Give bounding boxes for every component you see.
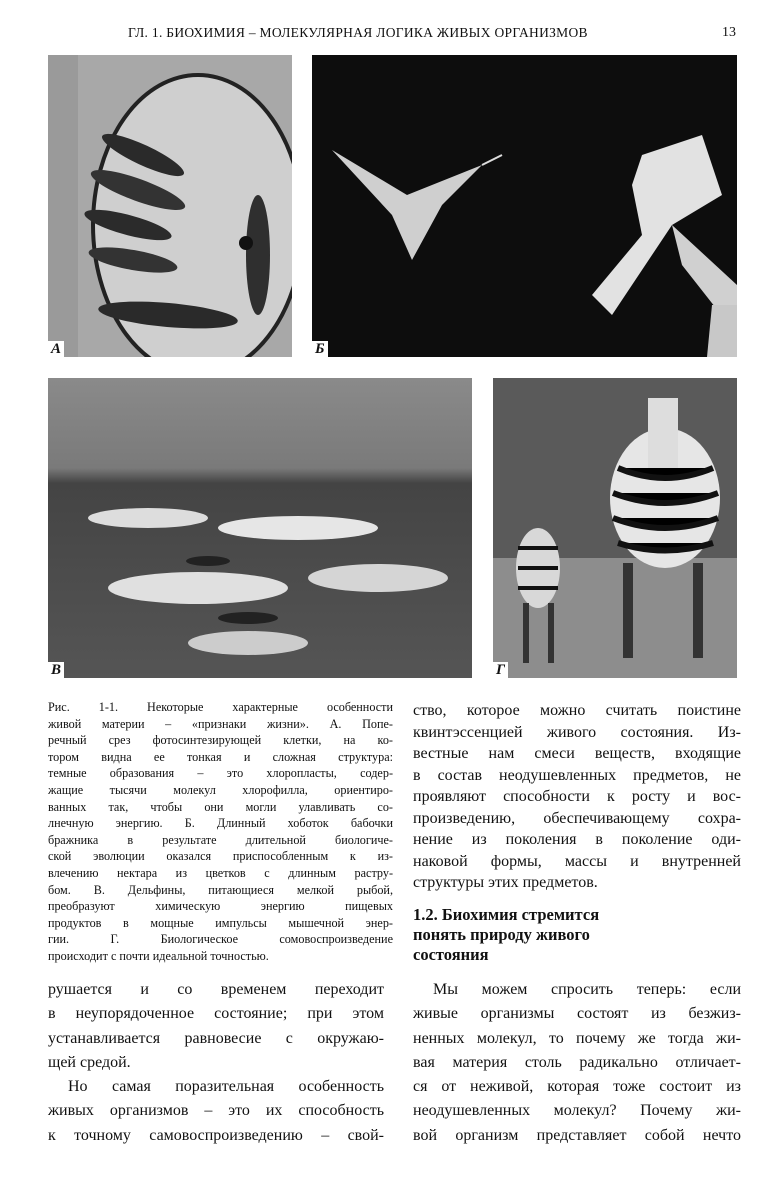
figure-label: Г (493, 662, 508, 678)
plant-cell-image (48, 55, 292, 357)
text-line: ся от неживой, которая тоже состоит из (413, 1078, 741, 1096)
caption-line: бом. В. Дельфины, питающиеся мелкой рыбой, (48, 882, 393, 897)
running-header: ГЛ. 1. БИОХИМИЯ – МОЛЕКУЛЯРНАЯ ЛОГИКА ЖИВЫХ ОРГАНИЗМОВ (128, 25, 588, 40)
body-text-bottom-right (413, 978, 741, 1148)
heading-line: понять природу живого (413, 925, 590, 944)
heading-line: 1.2. Биохимия стремится (413, 905, 600, 924)
figure-label: А (48, 341, 64, 357)
caption-line: жащие тысячи молекул хлорофилла, ориентиро- (48, 782, 393, 797)
text-line: произведению, обеспечивающему сохра- (413, 809, 741, 827)
text-line: живые организмы состоят из безжиз- (413, 1005, 741, 1023)
text-line: ненных молекул, то почему же тогда жи- (413, 1029, 741, 1047)
text-line: живых организмов – это их способность (48, 1102, 384, 1120)
caption-line: влечению нектара из цветков с длинным растру- (48, 865, 393, 880)
text-line: ство, которое можно считать поистине (413, 702, 741, 719)
caption-line: ванных так, чтобы они могли улавливать со- (48, 799, 393, 814)
caption-line: продуктов в мощные импульсы мышечной энер- (48, 915, 393, 930)
dolphins-image (48, 378, 472, 678)
body-text-bottom-left (48, 978, 384, 1148)
text-line: проявляют способности к росту и вос- (413, 788, 741, 805)
section-heading (413, 905, 733, 965)
page-number: 13 (722, 25, 736, 40)
figure-label: Б (312, 341, 328, 357)
text-line: устанавливается равновесие с окружаю- (48, 1029, 384, 1047)
caption-line: речный срез фотосинтезирующей клетки, на ко- (48, 733, 393, 748)
caption-line: происходит с почти идеальной точностью. (48, 948, 269, 963)
figure-v-dolphins (48, 378, 472, 678)
text-line: рушается и со временем переходит (48, 981, 384, 998)
caption-line: ской эволюции оказался приспособленным к из- (48, 849, 393, 864)
text-line: вестные нам смеси веществ, входящие (413, 745, 741, 762)
zebras-image (493, 378, 737, 678)
figure-a-plant-cell (48, 55, 292, 357)
caption-line: тором видна ее тонкая и сложная структура: (48, 749, 393, 764)
text-line: в состав неодушевленных предметов, не (413, 766, 741, 784)
figure-b-moth (312, 55, 737, 357)
caption-line: преобразуют химическую энергию пищевых (48, 899, 393, 914)
caption-line: гии. Г. Биологическое сомовоспроизведение (48, 932, 393, 947)
text-line: щей средой. (48, 1053, 131, 1071)
figure-label: В (48, 662, 64, 678)
text-line: вая материя столь радикально отличает- (413, 1053, 741, 1071)
heading-line: состояния (413, 945, 489, 964)
body-text-right-top (413, 700, 741, 894)
caption-line: лнечную энергию. Б. Длинный хоботок бабочки (48, 816, 393, 831)
caption-line: Рис. 1-1. Некоторые характерные особенности (48, 700, 393, 714)
figure-caption (48, 699, 393, 965)
moth-image (312, 55, 737, 357)
text-line: наковой формы, массы и внутренней (413, 852, 741, 870)
caption-line: темные образования – это хлоропласты, содер- (48, 766, 393, 781)
text-line: нение из поколения в поколение оди- (413, 831, 741, 848)
text-line: Мы можем спросить теперь: если (433, 981, 741, 998)
text-line: в неупорядоченное состояние; при этом (48, 1005, 384, 1023)
figure-g-zebras (493, 378, 737, 678)
caption-line: живой материи – «признаки жизни». А. Попе- (48, 716, 393, 731)
text-line: к точному самовоспроизведению – свой- (48, 1126, 384, 1144)
text-line: неодушевленных молекул? Почему жи- (413, 1102, 741, 1120)
text-line: Но самая поразительная особенность (68, 1078, 384, 1096)
text-line: вой организм представляет собой нечто (413, 1126, 741, 1144)
caption-line: бражника в результате длительной биологиче- (48, 832, 393, 847)
text-line: квинтэссенцией живого состояния. Из- (413, 723, 741, 741)
text-line: структуры этих предметов. (413, 874, 598, 891)
